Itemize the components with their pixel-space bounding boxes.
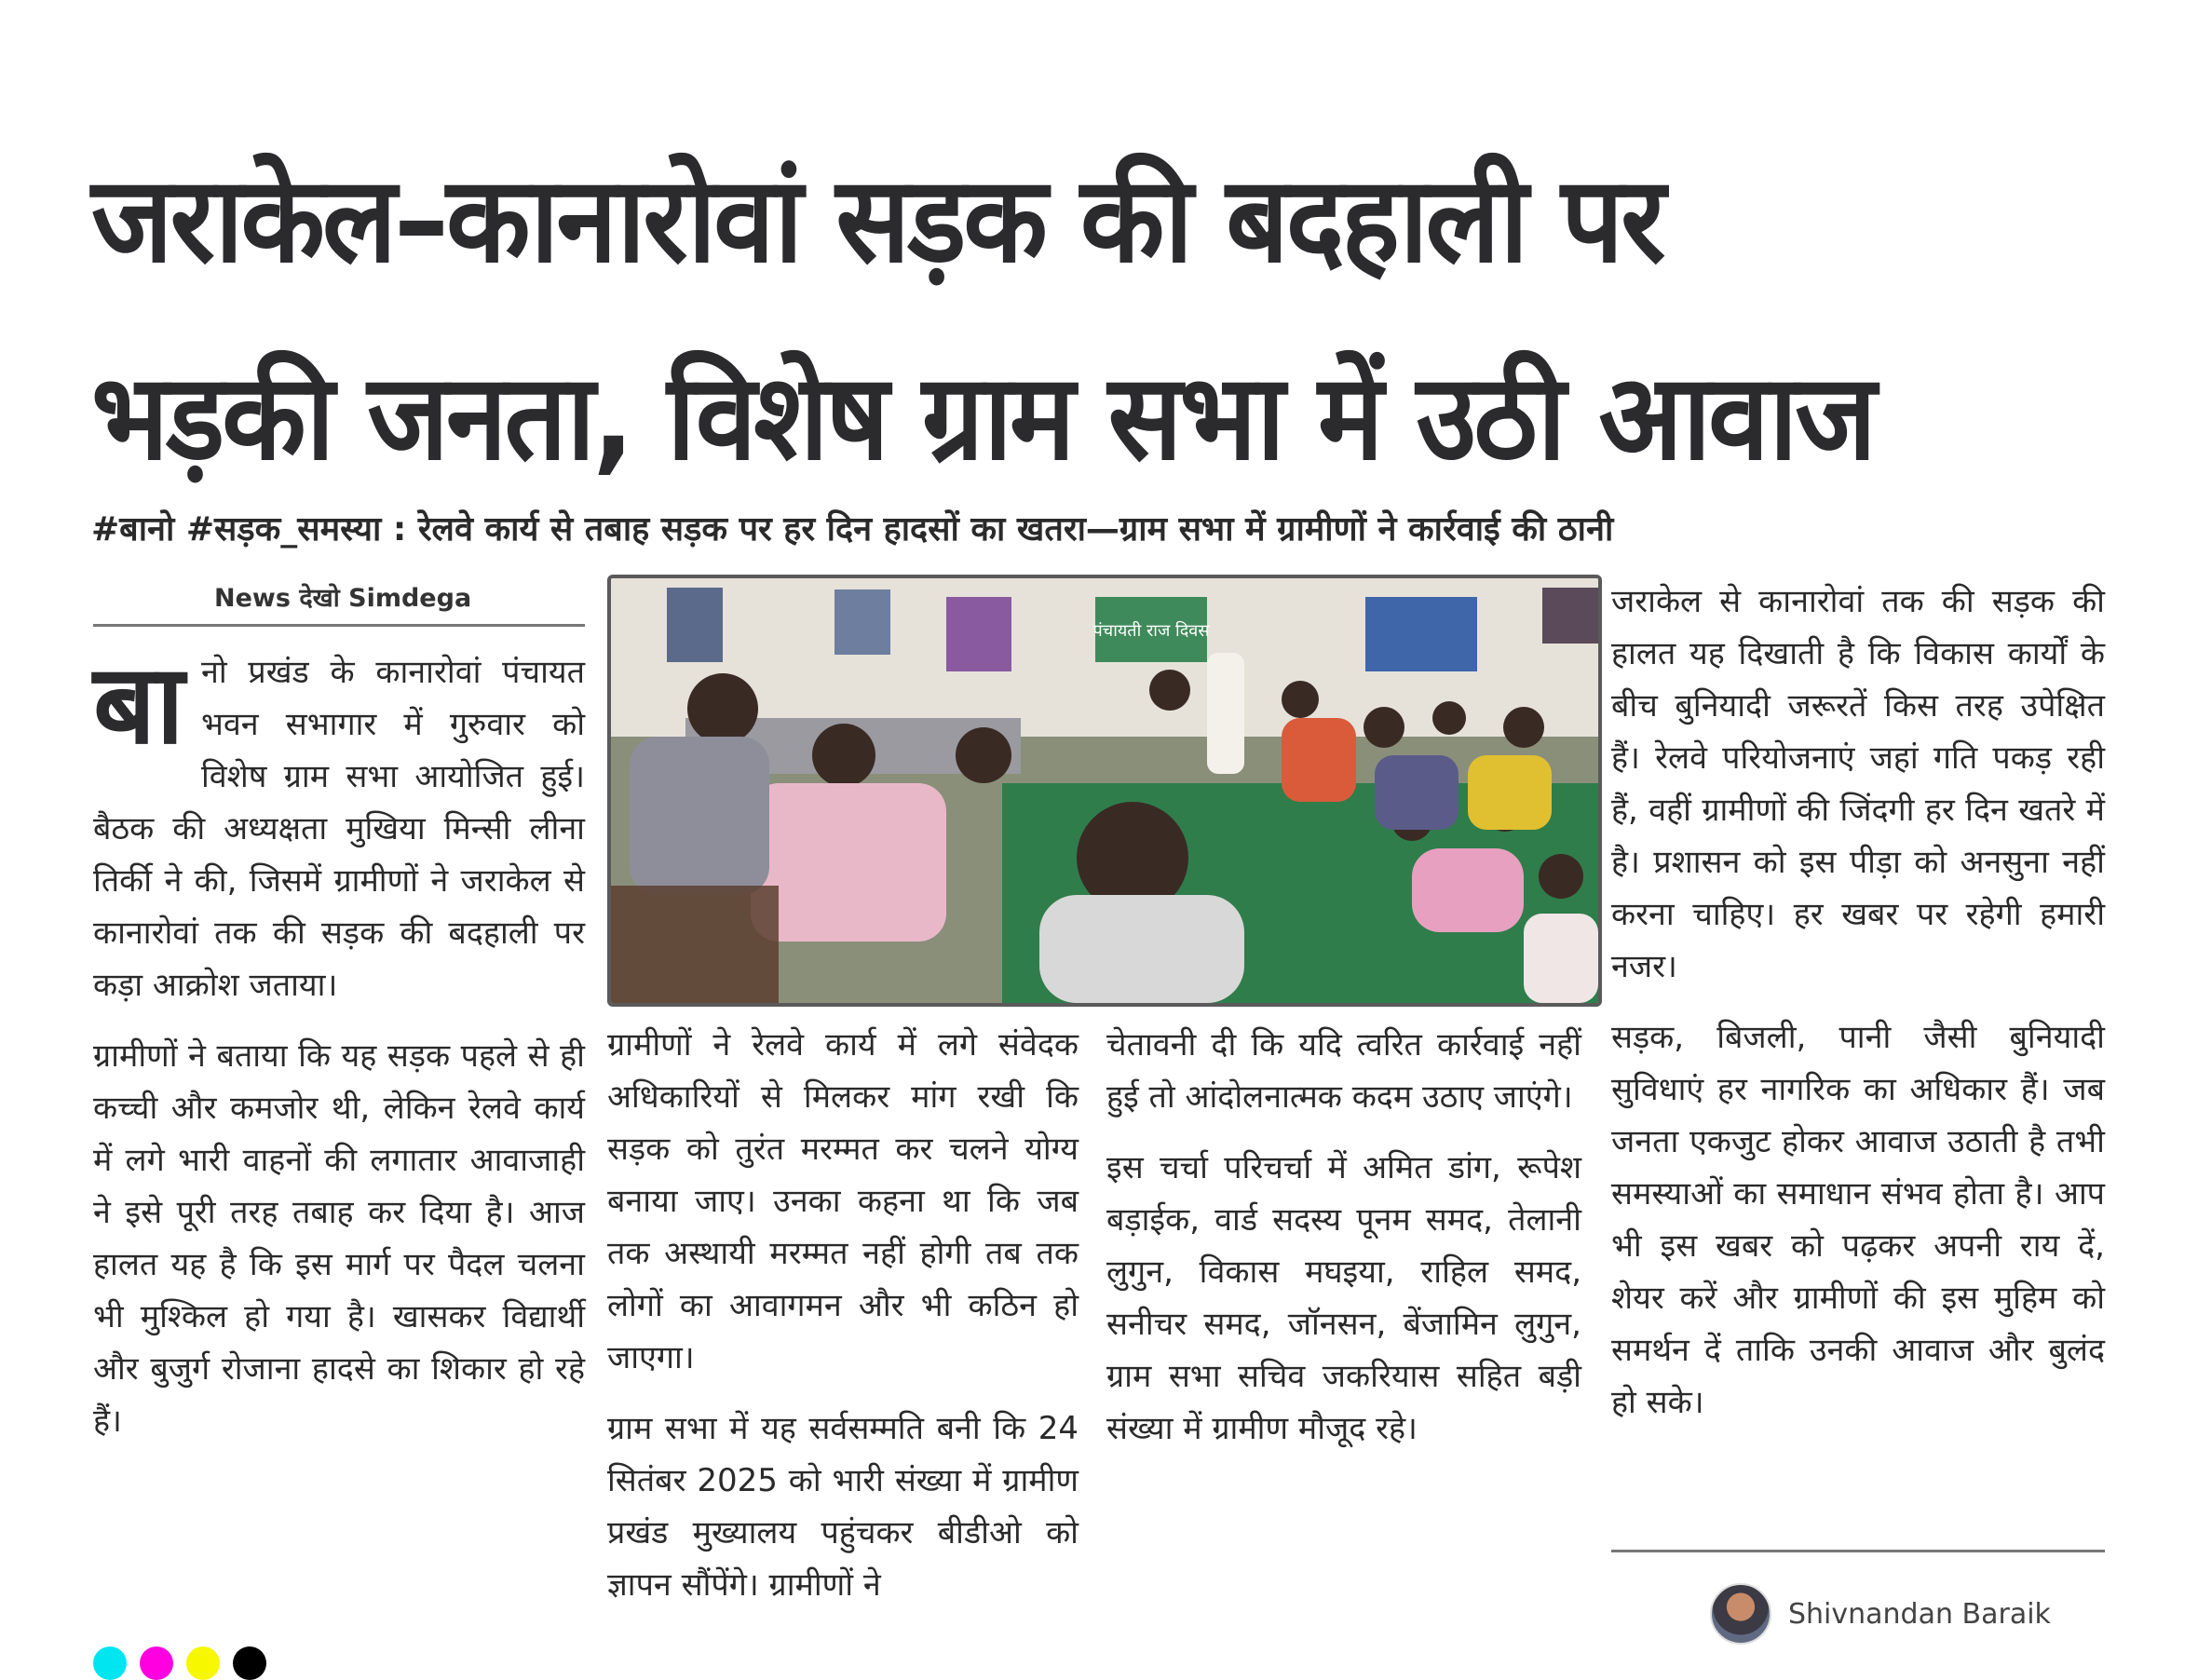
author-rule bbox=[1611, 1550, 2105, 1552]
author-byline bbox=[1710, 1583, 2051, 1645]
news-credit: News देखो Simdega bbox=[214, 584, 472, 613]
col4-paragraph-2: सड़क, बिजली, पानी जैसी बुनियादी सुविधाएं हर नागरिक का अधिकार हैं। जब जनता एकजुट होकर आवाज उठाती है तभी समस्याओं का समाधान संभव होता है। आप भी इस खबर को पढ़कर अपनी राय दें, शेयर करें और ग्रामीणों की इस मुहिम को समर्थन दें ताकि उनकी आवाज और बुलंद हो सके। bbox=[1611, 1019, 2105, 1421]
meeting-photo bbox=[607, 575, 1602, 1007]
drop-cap: बा bbox=[93, 640, 184, 768]
column-3 bbox=[1106, 1019, 1581, 1473]
headline-line-2: भड़की जनता, विशेष ग्राम सभा में उठी आवाज bbox=[91, 347, 1874, 487]
headline bbox=[91, 121, 2140, 515]
yellow-mark bbox=[186, 1646, 220, 1680]
col3-paragraph-2: इस चर्चा परिचर्चा में अमित डांग, रूपेश बड़ाईक, वार्ड सदस्य पूनम समद, तेलानी लुगुन, विकास मघइया, राहिल समद, सनीचर समद, जॉनसन, बेंजामिन लुगुन, ग्राम सभा सचिव जकरियास सहित बड़ी संख्या में ग्रामीण मौजूद रहे। bbox=[1106, 1149, 1581, 1447]
col1-paragraph-1 bbox=[93, 640, 585, 1011]
black-mark bbox=[233, 1646, 266, 1680]
author-name: Shivnandan Baraik bbox=[1788, 1597, 2051, 1631]
col4-paragraph-1: जराकेल से कानारोवां तक की सड़क की हालत यह दिखाती है कि विकास कार्यों के बीच बुनियादी जरूरतें किस तरह उपेक्षित हैं। रेलवे परियोजनाएं जहां गति पकड़ रही हैं, वहीं ग्रामीणों की जिंदगी हर दिन खतरे में है। प्रशासन को इस पीड़ा को अनसुना नहीं करना चाहिए। हर खबर पर रहेगी हमारी नजर। bbox=[1611, 583, 2105, 985]
meeting-photo-illustration bbox=[611, 578, 1598, 1003]
col1-paragraph-1-text: नो प्रखंड के कानारोवां पंचायत भवन सभागार में गुरुवार को विशेष ग्राम सभा आयोजित हुई। बैठक की अध्यक्षता मुखिया मिन्सी लीना तिर्की ने की, जिसमें ग्रामीणों ने जराकेल से कानारोवां तक की सड़क की बदहाली पर कड़ा आक्रोश जताया। bbox=[93, 654, 585, 1004]
photo-banner-text: पंचायती राज दिवस bbox=[1092, 621, 1210, 641]
col2-paragraph-2: ग्राम सभा में यह सर्वसम्मति बनी कि 24 सितंबर 2025 को भारी संख्या में ग्रामीण प्रखंड मुख्यालय पहुंचकर बीडीओ को ज्ञापन सौंपेंगे। ग्रामीणों ने bbox=[607, 1410, 1079, 1604]
print-color-marks bbox=[93, 1646, 266, 1680]
column-1 bbox=[93, 640, 585, 1466]
magenta-mark bbox=[140, 1646, 173, 1680]
credit-rule bbox=[93, 624, 585, 627]
col1-paragraph-2: ग्रामीणों ने बताया कि यह सड़क पहले से ही कच्ची और कमजोर थी, लेकिन रेलवे कार्य में लगे भारी वाहनों की लगातार आवाजाही ने इसे पूरी तरह तबाह कर दिया है। आज हालत यह है कि इस मार्ग पर पैदल चलना भी मुश्किल हो गया है। खासकर विद्यार्थी और बुजुर्ग रोजाना हादसे का शिकार हो रहे हैं। bbox=[93, 1037, 585, 1440]
headline-line-1: जराकेल–कानारोवां सड़क की बदहाली पर bbox=[91, 150, 1663, 290]
avatar bbox=[1710, 1583, 1771, 1645]
cyan-mark bbox=[93, 1646, 127, 1680]
subheadline: #बानो #सड़क_समस्या : रेलवे कार्य से तबाह सड़क पर हर दिन हादसों का खतरा—ग्राम सभा में ग्रामीणों ने कार्रवाई की ठानी bbox=[91, 510, 1614, 549]
column-2 bbox=[607, 1019, 1079, 1630]
col3-paragraph-1: चेतावनी दी कि यदि त्वरित कार्रवाई नहीं हुई तो आंदोलनात्मक कदम उठाए जाएंगे। bbox=[1106, 1026, 1581, 1116]
column-4 bbox=[1611, 576, 2105, 1447]
col2-paragraph-1: ग्रामीणों ने रेलवे कार्य में लगे संवेदक अधिकारियों से मिलकर मांग रखी कि सड़क को तुरंत मरम्मत कर चलने योग्य बनाया जाए। उनका कहना था कि जब तक अस्थायी मरम्मत नहीं होगी तब तक लोगों का आवागमन और भी कठिन हो जाएगा। bbox=[607, 1026, 1079, 1376]
